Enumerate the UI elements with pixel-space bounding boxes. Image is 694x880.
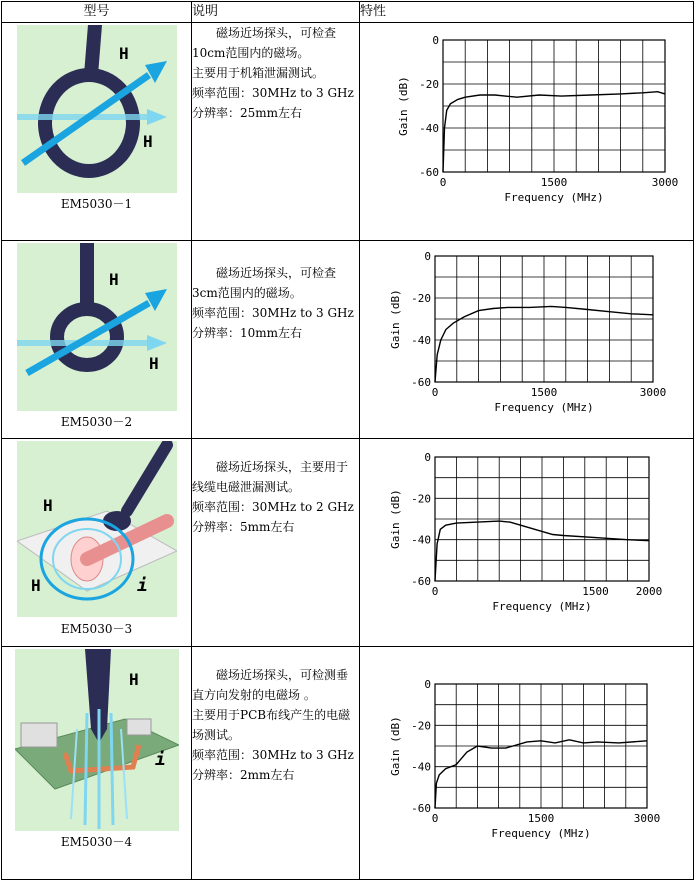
field-label: H [42,496,53,515]
field-label: i [154,749,166,770]
gain-chart [360,647,692,875]
cable-probe-icon [17,441,177,617]
model-name: EM5030－1 [60,197,133,211]
field-label: H [30,576,41,595]
chart-cell [360,23,694,241]
x-tick-label: 3000 [633,812,661,825]
chart-cell [360,439,694,647]
x-tick-label: 1500 [527,812,555,825]
desc-line: 频率范围：30MHz to 3 GHz [192,748,354,762]
table-row [2,241,694,439]
table-row [2,439,694,647]
model-cell [2,23,192,241]
x-tick-label: 0 [431,812,439,825]
desc-line: 分辨率：5mm左右 [192,520,295,534]
gain-chart [360,23,692,236]
field-label: H [148,354,159,373]
x-tick-label: 1500 [540,176,568,189]
desc-cell [192,23,360,241]
desc-line: 分辨率：10mm左右 [192,326,303,340]
y-tick-label: -20 [411,719,431,733]
loop-probe-icon [17,243,177,411]
x-tick-label: 1500 [530,386,558,399]
desc-line: 磁场近场探头，可检测垂直方向发射的电磁场 。 [192,668,349,702]
x-axis-label: Frequency (MHz) [504,191,604,204]
desc-line: 磁场近场探头，可检查10cm范围内的磁场。 [192,26,337,60]
model-cell [2,241,192,439]
x-axis-label: Frequency (MHz) [494,401,594,414]
desc-cell [192,241,360,439]
desc-line: 分辨率：2mm左右 [192,768,295,782]
x-tick-label: 3000 [639,386,667,399]
desc-cell [192,647,360,880]
y-tick-label: 0 [424,678,431,691]
gain-chart [360,439,692,642]
model-name: EM5030－4 [60,835,133,849]
header-row [2,2,694,23]
field-label: H [108,270,119,289]
col-model-header: 型号 [2,2,192,23]
desc-line: 频率范围：30MHz to 3 GHz [192,306,354,320]
gain-chart [360,241,692,434]
pcb-probe-icon [15,649,179,831]
y-tick-label: 0 [432,34,439,47]
x-axis-label: Frequency (MHz) [492,600,592,613]
desc-line: 分辨率：25mm左右 [192,106,303,120]
field-label: H [142,132,153,151]
desc-line: 频率范围：30MHz to 2 GHz [192,500,354,514]
x-tick-label: 2000 [635,585,663,598]
y-tick-label: -60 [419,166,439,179]
y-tick-label: -60 [411,575,431,588]
y-tick-label: -20 [411,492,431,506]
y-tick-label: -60 [411,802,431,815]
y-tick-label: -20 [419,78,439,91]
x-tick-label: 1500 [582,585,609,598]
y-tick-label: 0 [424,451,431,464]
desc-line: 磁场近场探头，主要用于线缆电磁泄漏测试。 [192,460,349,494]
table-row [2,647,694,880]
chart-cell [360,241,694,439]
desc-line: 主要用于PCB布线产生的电磁场测试。 [192,708,351,742]
y-axis-label: Gain (dB) [389,289,402,349]
loop-probe-icon [17,25,177,193]
x-tick-label: 3000 [651,176,679,189]
desc-cell [192,439,360,647]
table-row [2,23,694,241]
col-char-header: 特性 [360,2,694,23]
y-tick-label: 0 [424,250,431,263]
y-axis-label: Gain (dB) [397,76,410,136]
y-tick-label: -40 [411,334,431,347]
x-tick-label: 0 [431,585,439,598]
y-tick-label: -60 [411,376,431,389]
spec-table [1,1,694,880]
field-label: i [136,575,148,596]
x-tick-label: 0 [431,386,439,399]
desc-line: 磁场近场探头，可检查3cm范围内的磁场。 [192,266,337,300]
col-desc-header: 说明 [192,2,360,23]
desc-line: 频率范围：30MHz to 3 GHz [192,86,354,100]
field-label: H [118,44,129,63]
model-cell [2,439,192,647]
y-tick-label: -40 [419,122,439,135]
model-cell [2,647,192,880]
desc-line: 主要用于机箱泄漏测试。 [192,66,325,80]
y-axis-label: Gain (dB) [389,716,402,776]
y-tick-label: -20 [411,292,431,305]
model-name: EM5030－2 [60,415,133,429]
y-axis-label: Gain (dB) [389,489,402,549]
model-name: EM5030－3 [60,622,133,636]
chart-cell [360,647,694,880]
x-tick-label: 0 [439,176,447,189]
y-tick-label: -40 [411,760,431,774]
field-label: H [128,670,139,689]
x-axis-label: Frequency (MHz) [491,827,591,840]
y-tick-label: -40 [411,533,431,547]
